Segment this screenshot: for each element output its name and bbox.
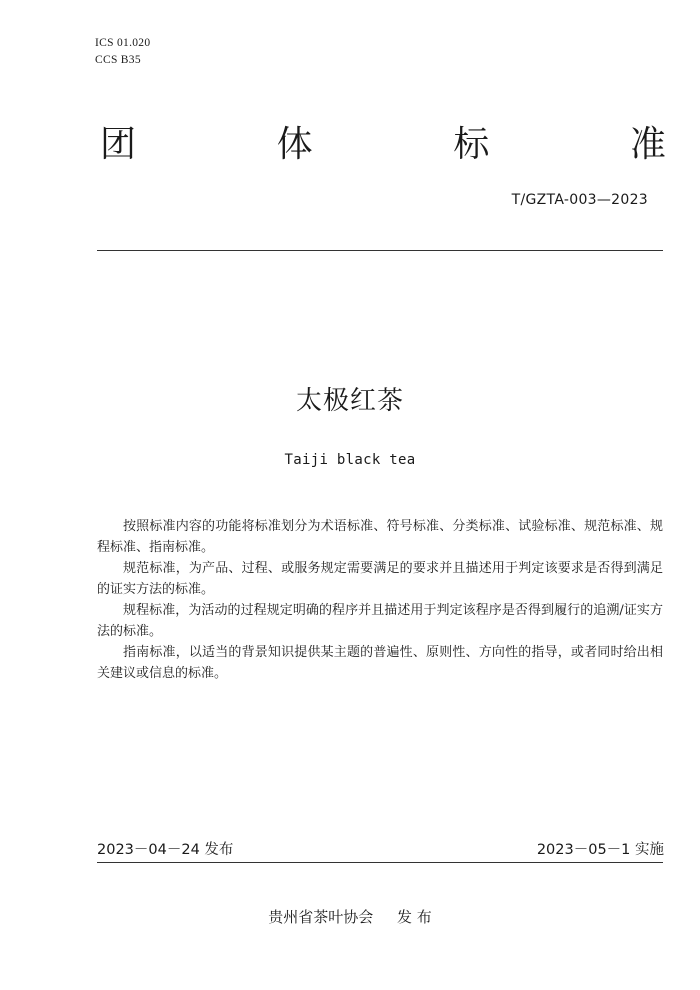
note-paragraph-4: 指南标准，以适当的背景知识提供某主题的普遍性、原则性、方向性的指导，或者同时给出相关建议或信息的标准。 <box>97 645 663 681</box>
note-paragraph-3: 规程标准，为活动的过程规定明确的程序并且描述用于判定该程序是否得到履行的追溯/证实方法的标准。 <box>97 603 663 639</box>
title-char-3: 标 <box>453 124 490 165</box>
ics-code: ICS 01.020 <box>95 37 151 49</box>
classification-codes <box>95 35 150 69</box>
title-char-1: 团 <box>100 124 137 165</box>
publisher-line: 贵州省茶叶协会 发 布 <box>268 908 432 926</box>
ccs-code: CCS B35 <box>95 54 141 66</box>
standard-type-notes <box>97 516 663 684</box>
note-paragraph-2: 规范标准，为产品、过程、或服务规定需要满足的要求并且描述用于判定该要求是否得到满足的证实方法的标准。 <box>97 561 663 597</box>
issue-date: 2023－04－24 发布 <box>97 842 234 858</box>
header-divider <box>97 250 663 251</box>
document-title-en: Taiji black tea <box>284 452 416 468</box>
title-char-2: 体 <box>276 124 313 165</box>
document-title-zh: 太极红茶 <box>295 386 404 416</box>
note-paragraph-1: 按照标准内容的功能将标准划分为术语标准、符号标准、分类标准、试验标准、规范标准、规程标准、指南标准。 <box>97 519 663 555</box>
standard-number: T/GZTA-003—2023 <box>511 192 648 208</box>
footer-divider <box>97 862 663 863</box>
title-char-4: 准 <box>629 124 666 165</box>
standard-category-title <box>100 120 666 170</box>
implement-date: 2023－05－1 实施 <box>536 842 664 858</box>
